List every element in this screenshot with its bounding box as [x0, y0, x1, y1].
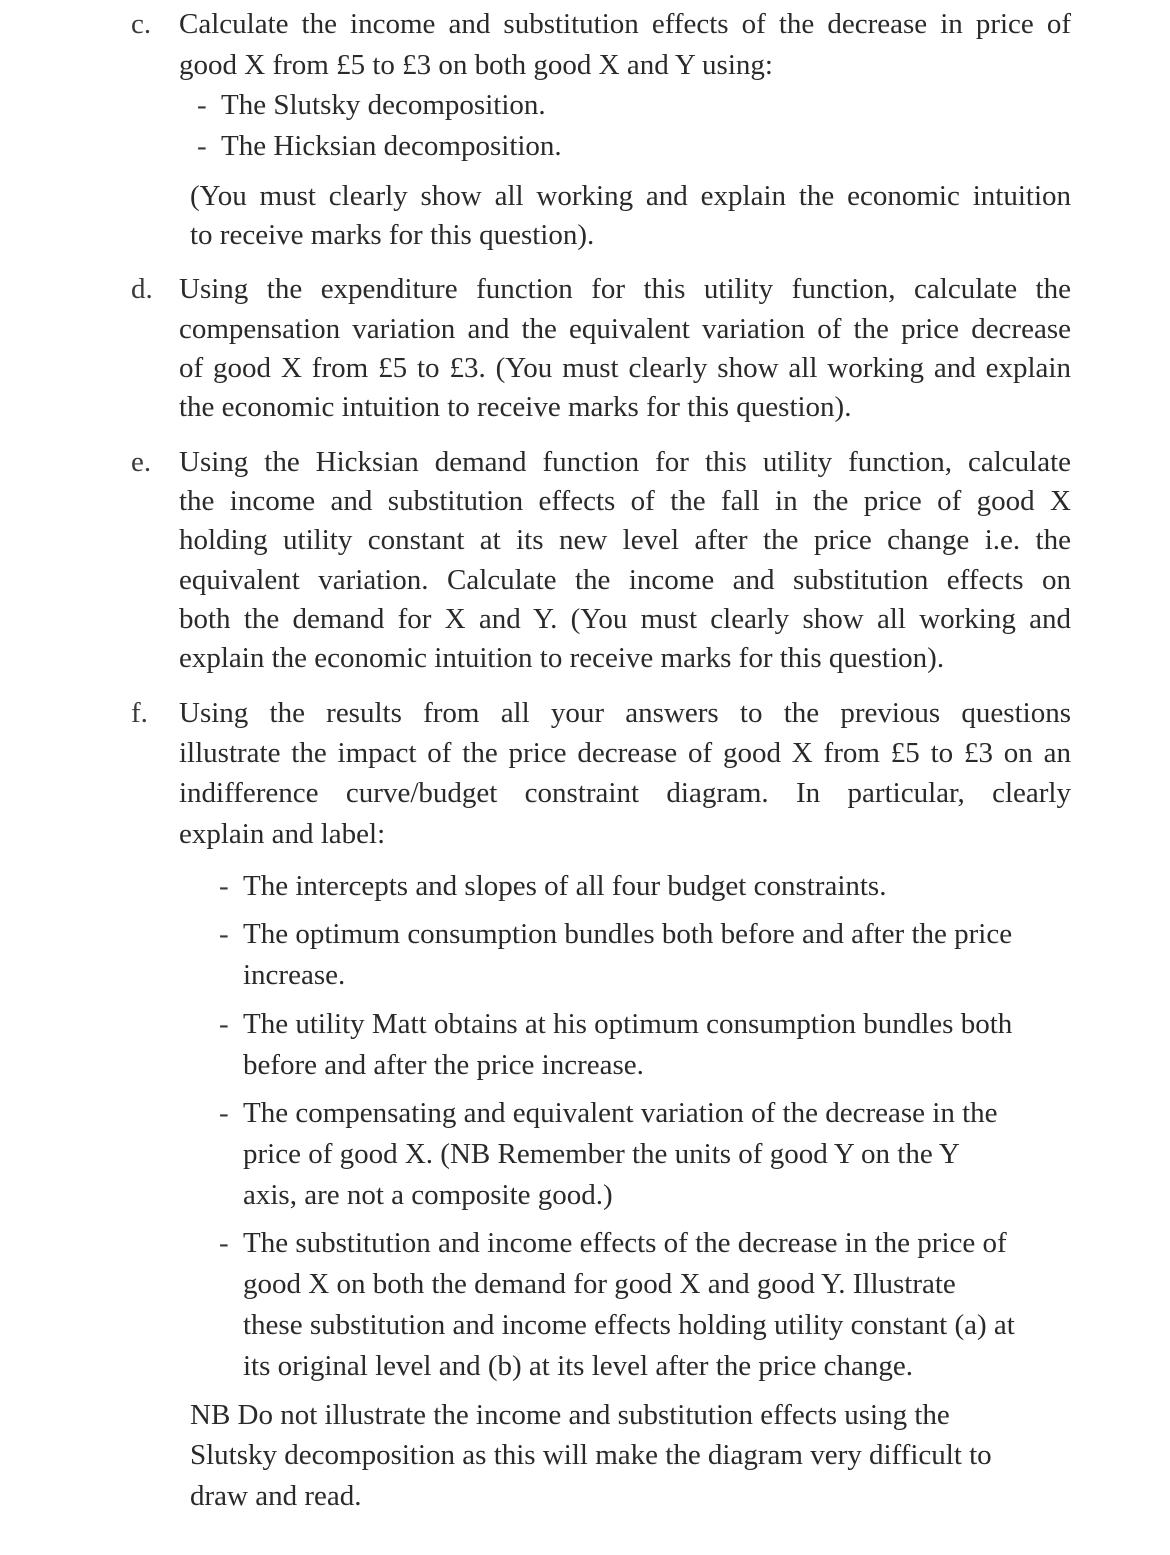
bullet-item: good X on both the demand for good X and good Y. Illustrate: [243, 1268, 956, 1300]
bullet-dash: -: [219, 1008, 229, 1040]
question-text-line: good X from £5 to £3 on both good X and Y using:: [179, 49, 773, 81]
question-marker: c.: [131, 8, 152, 40]
bullet-item: The intercepts and slopes of all four budget constraints.: [243, 870, 887, 902]
note-line: (You must clearly show all working and explain the economic intuition: [190, 180, 1071, 212]
question-text-line: Using the Hicksian demand function for this utility function, calculate: [179, 446, 1071, 478]
question-text-line: equivalent variation. Calculate the income and substitution effects on: [179, 564, 1071, 596]
note-line: draw and read.: [190, 1480, 362, 1512]
bullet-item: The compensating and equivalent variation of the decrease in the: [243, 1097, 998, 1129]
note-line: Slutsky decomposition as this will make the diagram very difficult to: [190, 1439, 992, 1471]
bullet-dash: -: [219, 1227, 229, 1259]
question-text-line: Calculate the income and substitution effects of the decrease in price of: [179, 8, 1071, 40]
question-marker: e.: [131, 446, 152, 478]
question-text-line: of good X from £5 to £3. (You must clearly show all working and explain: [179, 352, 1071, 384]
question-text-line: holding utility constant at its new level after the price change i.e. the: [179, 524, 1071, 556]
question-text-line: the economic intuition to receive marks for this question).: [179, 391, 852, 423]
question-marker: f.: [131, 697, 148, 729]
bullet-item: before and after the price increase.: [243, 1049, 644, 1081]
question-marker: d.: [131, 273, 153, 305]
bullet-item: price of good X. (NB Remember the units of good Y on the Y: [243, 1138, 960, 1170]
bullet-item: increase.: [243, 959, 346, 991]
question-text-line: Using the results from all your answers to the previous questions: [179, 697, 1071, 729]
note-line: to receive marks for this question).: [190, 219, 595, 251]
question-text-line: compensation variation and the equivalent variation of the price decrease: [179, 313, 1071, 345]
bullet-dash: -: [219, 1097, 229, 1129]
bullet-dash: -: [197, 130, 207, 162]
bullet-item: The Hicksian decomposition.: [221, 130, 562, 162]
bullet-dash: -: [219, 870, 229, 902]
bullet-item: these substitution and income effects holding utility constant (a) at: [243, 1309, 1015, 1341]
bullet-dash: -: [219, 918, 229, 950]
bullet-item: The optimum consumption bundles both before and after the price: [243, 918, 1013, 950]
question-text-line: Using the expenditure function for this utility function, calculate the: [179, 273, 1071, 305]
question-text-line: the income and substitution effects of the fall in the price of good X: [179, 485, 1071, 517]
bullet-item: The substitution and income effects of the decrease in the price of: [243, 1227, 1007, 1259]
note-line: NB Do not illustrate the income and substitution effects using the: [190, 1399, 950, 1431]
bullet-item: The Slutsky decomposition.: [221, 89, 546, 121]
question-text-line: explain the economic intuition to receive marks for this question).: [179, 642, 945, 674]
question-text-line: explain and label:: [179, 818, 386, 850]
bullet-item: axis, are not a composite good.): [243, 1179, 613, 1211]
bullet-dash: -: [197, 89, 207, 121]
bullet-item: The utility Matt obtains at his optimum consumption bundles both: [243, 1008, 1013, 1040]
question-text-line: illustrate the impact of the price decrease of good X from £5 to £3 on an: [179, 737, 1071, 769]
question-text-line: indifference curve/budget constraint diagram. In particular, clearly: [179, 777, 1071, 809]
bullet-item: its original level and (b) at its level after the price change.: [243, 1350, 913, 1382]
question-text-line: both the demand for X and Y. (You must clearly show all working and: [179, 603, 1071, 635]
